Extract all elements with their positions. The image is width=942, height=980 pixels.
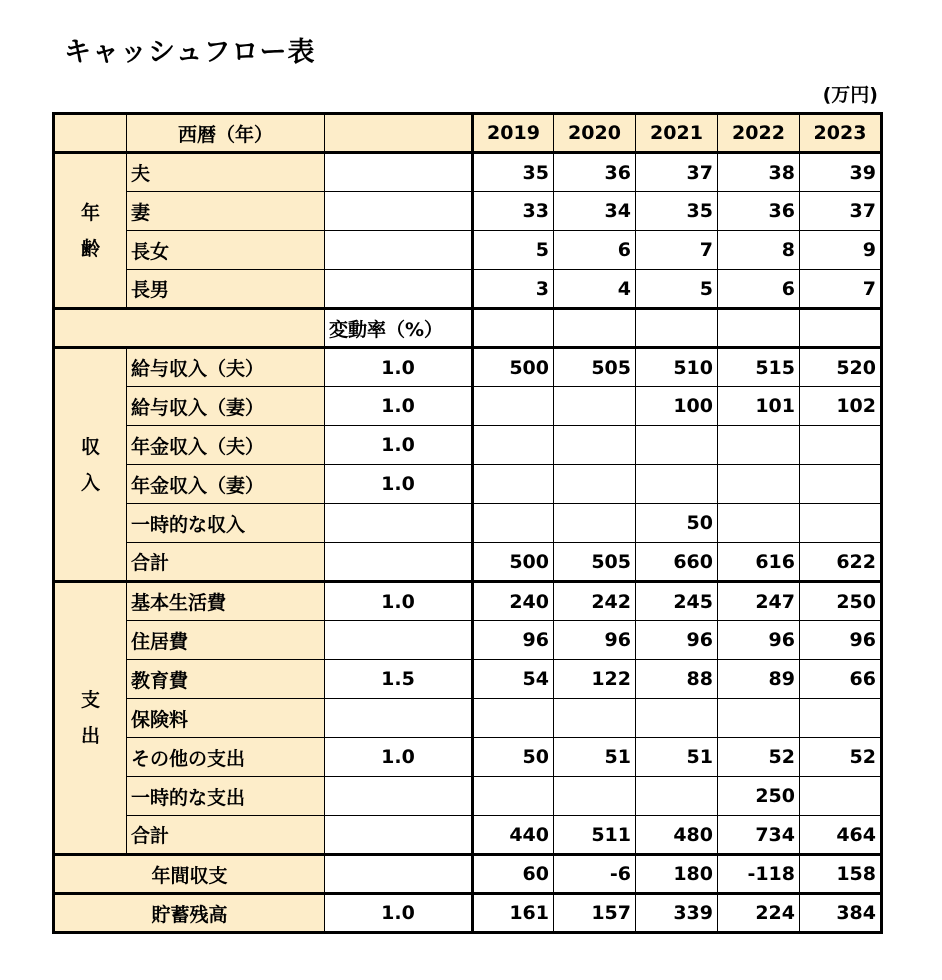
value-cell: 520: [800, 348, 882, 387]
header-year: 2021: [636, 114, 718, 153]
table-row: [54, 387, 882, 426]
table-row: [54, 192, 882, 231]
value-cell: 511: [554, 816, 636, 855]
value-cell: 505: [554, 348, 636, 387]
value-cell: 247: [718, 582, 800, 621]
value-cell: 96: [473, 621, 554, 660]
rate-header-blank: [54, 309, 325, 348]
value-cell: 35: [473, 153, 554, 192]
value-cell: [473, 504, 554, 543]
value-cell: [636, 699, 718, 738]
rate-cell: 1.0: [325, 387, 473, 426]
value-cell: 616: [718, 543, 800, 582]
rate-cell: 1.0: [325, 738, 473, 777]
value-cell: 38: [718, 153, 800, 192]
value-cell: [473, 777, 554, 816]
rate-cell: [325, 621, 473, 660]
header-blank: [54, 114, 127, 153]
group-label: [54, 582, 127, 855]
header-year: 2023: [800, 114, 882, 153]
value-cell: 245: [636, 582, 718, 621]
value-cell: 9: [800, 231, 882, 270]
value-cell: [718, 309, 800, 348]
group-label-char: 入: [80, 471, 100, 494]
value-cell: [636, 426, 718, 465]
summary-label: 年間収支: [54, 855, 325, 894]
value-cell: 660: [636, 543, 718, 582]
row-label: 給与収入（妻）: [127, 387, 325, 426]
value-cell: 66: [800, 660, 882, 699]
value-cell: 102: [800, 387, 882, 426]
value-cell: 224: [718, 894, 800, 933]
group-label: [54, 153, 127, 309]
rate-cell: [325, 231, 473, 270]
table-row: [54, 270, 882, 309]
table-row: [54, 855, 882, 894]
table-row: [54, 309, 882, 348]
row-label: 一時的な支出: [127, 777, 325, 816]
value-cell: 500: [473, 348, 554, 387]
value-cell: 52: [718, 738, 800, 777]
value-cell: [636, 465, 718, 504]
rate-cell: [325, 270, 473, 309]
header-blank: [325, 114, 473, 153]
group-label-char: 収: [80, 435, 100, 458]
value-cell: [800, 426, 882, 465]
rate-cell: 1.5: [325, 660, 473, 699]
row-label: 年金収入（妻）: [127, 465, 325, 504]
row-label: 妻: [127, 192, 325, 231]
value-cell: 35: [636, 192, 718, 231]
value-cell: 50: [636, 504, 718, 543]
value-cell: 339: [636, 894, 718, 933]
value-cell: [800, 465, 882, 504]
row-label: 長男: [127, 270, 325, 309]
value-cell: [800, 777, 882, 816]
value-cell: 60: [473, 855, 554, 894]
row-label: 給与収入（夫）: [127, 348, 325, 387]
value-cell: 250: [800, 582, 882, 621]
value-cell: 54: [473, 660, 554, 699]
value-cell: 158: [800, 855, 882, 894]
value-cell: [800, 699, 882, 738]
table-row: [54, 504, 882, 543]
value-cell: 734: [718, 816, 800, 855]
value-cell: [636, 309, 718, 348]
cashflow-table: [52, 112, 883, 934]
value-cell: 39: [800, 153, 882, 192]
rate-header: 変動率（%）: [325, 309, 473, 348]
table-row: [54, 153, 882, 192]
value-cell: 161: [473, 894, 554, 933]
row-label: 住居費: [127, 621, 325, 660]
value-cell: 52: [800, 738, 882, 777]
rate-cell: 1.0: [325, 582, 473, 621]
table-row: [54, 426, 882, 465]
value-cell: 250: [718, 777, 800, 816]
value-cell: 440: [473, 816, 554, 855]
row-label: 基本生活費: [127, 582, 325, 621]
value-cell: [718, 426, 800, 465]
value-cell: 180: [636, 855, 718, 894]
rate-cell: [325, 153, 473, 192]
value-cell: 96: [636, 621, 718, 660]
value-cell: [718, 465, 800, 504]
table-row: [54, 777, 882, 816]
row-label: 保険料: [127, 699, 325, 738]
row-label: その他の支出: [127, 738, 325, 777]
rate-cell: [325, 192, 473, 231]
value-cell: [473, 309, 554, 348]
value-cell: [718, 699, 800, 738]
value-cell: 5: [473, 231, 554, 270]
value-cell: 242: [554, 582, 636, 621]
group-label-char: 年: [80, 201, 100, 224]
summary-label: 貯蓄残高: [54, 894, 325, 933]
value-cell: 7: [636, 231, 718, 270]
table-row: [54, 231, 882, 270]
rate-cell: 1.0: [325, 348, 473, 387]
table-row: [54, 465, 882, 504]
table-row: [54, 738, 882, 777]
table-row: [54, 348, 882, 387]
table-row: [54, 660, 882, 699]
row-label: 夫: [127, 153, 325, 192]
value-cell: 464: [800, 816, 882, 855]
rate-cell: 1.0: [325, 465, 473, 504]
row-label: 一時的な収入: [127, 504, 325, 543]
rate-cell: 1.0: [325, 894, 473, 933]
rate-cell: [325, 855, 473, 894]
value-cell: 510: [636, 348, 718, 387]
rate-cell: [325, 816, 473, 855]
value-cell: 6: [718, 270, 800, 309]
table-row: [54, 816, 882, 855]
value-cell: 240: [473, 582, 554, 621]
rate-cell: [325, 504, 473, 543]
header-year-label: 西暦（年）: [127, 114, 325, 153]
value-cell: 36: [554, 153, 636, 192]
group-label-char: 支: [80, 689, 100, 711]
value-cell: [636, 777, 718, 816]
group-label-char: 齢: [80, 237, 100, 260]
value-cell: 157: [554, 894, 636, 933]
value-cell: 51: [636, 738, 718, 777]
table-row: [54, 894, 882, 933]
value-cell: [554, 465, 636, 504]
value-cell: [718, 504, 800, 543]
value-cell: 122: [554, 660, 636, 699]
rate-cell: [325, 777, 473, 816]
header-year: 2019: [473, 114, 554, 153]
header-year: 2020: [554, 114, 636, 153]
value-cell: 505: [554, 543, 636, 582]
row-label: 年金収入（夫）: [127, 426, 325, 465]
row-label: 合計: [127, 543, 325, 582]
value-cell: [554, 777, 636, 816]
value-cell: 8: [718, 231, 800, 270]
value-cell: 37: [800, 192, 882, 231]
value-cell: [554, 309, 636, 348]
value-cell: [473, 426, 554, 465]
page-title: キャッシュフロー表: [64, 37, 316, 68]
value-cell: 3: [473, 270, 554, 309]
value-cell: 384: [800, 894, 882, 933]
group-label: [54, 348, 127, 582]
value-cell: [554, 387, 636, 426]
header-year: 2022: [718, 114, 800, 153]
rate-cell: [325, 699, 473, 738]
value-cell: [473, 465, 554, 504]
value-cell: 96: [718, 621, 800, 660]
row-label: 長女: [127, 231, 325, 270]
value-cell: -118: [718, 855, 800, 894]
rate-cell: [325, 543, 473, 582]
value-cell: [800, 504, 882, 543]
value-cell: [554, 426, 636, 465]
row-label: 合計: [127, 816, 325, 855]
table-row: [54, 621, 882, 660]
value-cell: 34: [554, 192, 636, 231]
value-cell: 100: [636, 387, 718, 426]
value-cell: [473, 699, 554, 738]
unit-label: (万円): [822, 84, 878, 106]
table-row: [54, 543, 882, 582]
value-cell: 7: [800, 270, 882, 309]
value-cell: 96: [800, 621, 882, 660]
table-row: [54, 699, 882, 738]
value-cell: [800, 309, 882, 348]
value-cell: 4: [554, 270, 636, 309]
table-body: [54, 114, 882, 933]
value-cell: 36: [718, 192, 800, 231]
value-cell: [554, 699, 636, 738]
value-cell: 37: [636, 153, 718, 192]
table-row: [54, 114, 882, 153]
value-cell: 622: [800, 543, 882, 582]
value-cell: 89: [718, 660, 800, 699]
group-label-char: 出: [80, 725, 100, 747]
row-label: 教育費: [127, 660, 325, 699]
value-cell: -6: [554, 855, 636, 894]
rate-cell: 1.0: [325, 426, 473, 465]
value-cell: 96: [554, 621, 636, 660]
value-cell: [473, 387, 554, 426]
value-cell: [554, 504, 636, 543]
value-cell: 50: [473, 738, 554, 777]
value-cell: 480: [636, 816, 718, 855]
value-cell: 88: [636, 660, 718, 699]
table-row: [54, 582, 882, 621]
value-cell: 500: [473, 543, 554, 582]
value-cell: 5: [636, 270, 718, 309]
value-cell: 101: [718, 387, 800, 426]
value-cell: 6: [554, 231, 636, 270]
value-cell: 51: [554, 738, 636, 777]
value-cell: 33: [473, 192, 554, 231]
value-cell: 515: [718, 348, 800, 387]
